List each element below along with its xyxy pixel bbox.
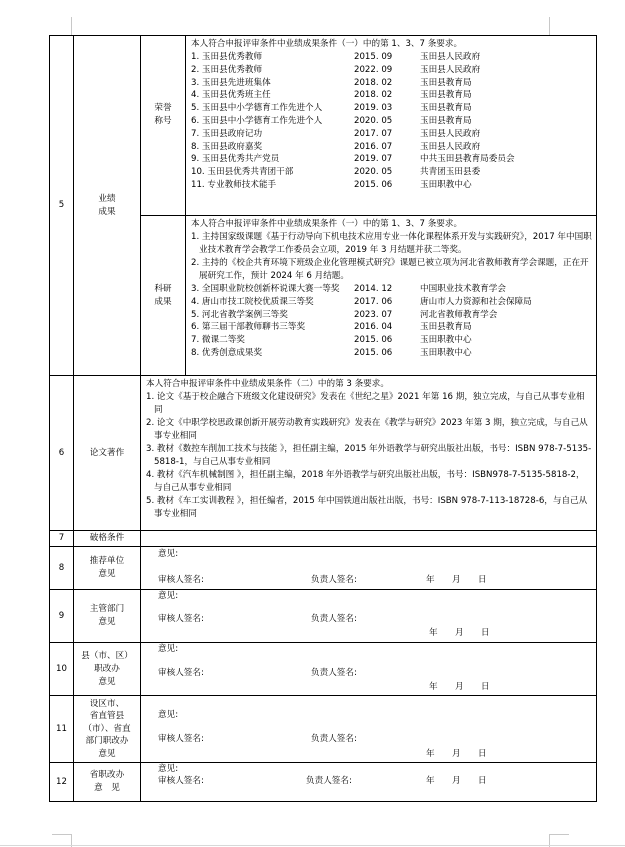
year-label: 年 — [426, 776, 435, 786]
honor-item-issuer: 玉田县教育局 — [420, 77, 472, 88]
month-label: 月 — [455, 682, 464, 692]
research-award-title: 6. 第三届干部教师聊书三等奖 — [191, 322, 306, 333]
honor-item-issuer: 玉田县人民政府 — [420, 64, 481, 75]
research-award — [191, 321, 592, 334]
opinion-cell — [141, 763, 597, 802]
item-label: 推荐单位 — [89, 556, 125, 566]
reviewer-signature-label[interactable]: 审核人签名: — [158, 668, 204, 678]
item-label: 主管部门 — [89, 604, 125, 614]
research-project: 2. 主持的《校企共育环境下班级企业化管理模式研究》课题已被立项为河北省教师教育学会课题，正在开展研究工作，预计 2024 年 6 月结题。 — [191, 258, 589, 281]
research-award — [191, 309, 592, 322]
research-award-issuer: 唐山市人力资源和社会保障局 — [420, 296, 532, 307]
research-award-title: 8. 优秀创意成果奖 — [191, 347, 263, 358]
opinion-cell — [141, 590, 597, 643]
row-9-supervising-dept — [50, 590, 597, 643]
crop-mark-top-left — [52, 17, 72, 36]
reviewer-signature-label[interactable]: 审核人签名: — [158, 776, 204, 786]
row-6-papers — [50, 376, 597, 531]
item-label: 业绩 — [98, 193, 116, 204]
item-supervising-dept — [74, 590, 141, 643]
research-award-date: 2023. 07 — [354, 309, 393, 320]
research-award-issuer: 玉田县教育局 — [420, 322, 472, 333]
row-number: 11 — [50, 696, 74, 763]
date-field[interactable] — [426, 574, 504, 587]
year-label: 年 — [426, 749, 435, 759]
research-award — [191, 334, 592, 347]
item-papers: 论文著作 — [74, 376, 141, 531]
honor-item-title: 1. 玉田县优秀教师 — [191, 52, 263, 62]
item-label: 意 见 — [94, 783, 120, 793]
item-achievements — [74, 36, 141, 376]
date-field[interactable] — [426, 748, 504, 761]
research-award — [191, 296, 592, 309]
day-label: 日 — [478, 575, 487, 585]
honor-item-date: 2015. 06 — [354, 179, 393, 190]
paper-item: 4. 教材《汽车机械制图 》，担任副主编，2018 年外语教学与研究出版社出版，书号：ISBN978-7-5135-5818-2，与自己从事专业相同 — [146, 470, 585, 493]
item-city-office — [74, 696, 141, 763]
reviewer-signature-label[interactable]: 审核人签名: — [158, 614, 204, 624]
honor-item-date: 2020. 05 — [354, 167, 393, 178]
opinion-label: 意见: — [158, 591, 179, 601]
honor-item-title: 6. 玉田县中小学德育工作先进个人 — [191, 115, 323, 126]
sub-item-label: 称号 — [154, 116, 172, 126]
item-county-office — [74, 643, 141, 696]
date-field[interactable] — [429, 681, 507, 694]
opinion-label: 意见: — [158, 710, 179, 720]
row-5-honors — [50, 36, 597, 216]
row-12-provincial-office — [50, 763, 597, 802]
research-award-issuer: 中国职业技术教育学会 — [420, 284, 506, 294]
research-award-title: 4. 唐山市技工院校优质课三等奖 — [191, 296, 314, 307]
research-award-date: 2015. 06 — [354, 335, 393, 346]
honor-item — [191, 102, 592, 115]
research-award-date: 2015. 06 — [354, 347, 393, 358]
honor-item-title: 3. 玉田县先进班集体 — [191, 77, 271, 88]
row-number: 10 — [50, 643, 74, 696]
honor-item-date: 2015. 09 — [354, 52, 393, 62]
honor-item-date: 2019. 03 — [354, 103, 393, 114]
item-label: 成果 — [98, 206, 116, 217]
sub-item-label: 荣誉 — [154, 103, 172, 113]
honor-item — [191, 141, 592, 154]
item-label: 意见 — [98, 617, 116, 627]
research-award-issuer: 河北省教师教育学会 — [420, 309, 498, 320]
row-11-city-office — [50, 696, 597, 763]
item-label: 部门职改办 — [85, 736, 129, 747]
honor-item-issuer: 玉田县教育局 — [420, 90, 472, 101]
item-label: 意见 — [98, 676, 116, 687]
research-intro: 本人符合申报评审条件中业绩成果条件（一）中的第 1、3、7 条要求。 — [191, 219, 463, 229]
row-number: 7 — [50, 531, 74, 547]
row-8-recommending-unit — [50, 547, 597, 590]
honor-item-date: 2019. 07 — [354, 154, 393, 165]
month-label: 月 — [452, 575, 461, 585]
honor-item-issuer: 中共玉田县教育局委员会 — [420, 154, 515, 165]
honor-item — [191, 51, 592, 64]
month-label: 月 — [455, 628, 464, 638]
day-label: 日 — [478, 749, 487, 759]
paper-item: 5. 教材《车工实训教程 》，担任编者，2015 年中国铁道出版社出版，书号：ISBN 978-7-113-18728-6，与自己从事专业相同 — [146, 496, 588, 519]
responsible-signature-label[interactable]: 负责人签名: — [311, 668, 357, 678]
sub-item-label: 科研 — [154, 283, 172, 294]
honor-item-title: 9. 玉田县优秀共产党员 — [191, 154, 280, 165]
item-recommending-unit — [74, 547, 141, 590]
responsible-signature-label[interactable]: 负责人签名: — [311, 614, 357, 624]
honor-item — [191, 64, 592, 77]
item-label: 省职改办 — [89, 770, 125, 780]
item-label: 设区市、 — [89, 698, 125, 709]
honor-item — [191, 179, 592, 192]
research-award-title: 5. 河北省教学案例三等奖 — [191, 309, 288, 320]
honor-item — [191, 115, 592, 128]
opinion-cell — [141, 643, 597, 696]
honor-item-title: 8. 玉田县政府嘉奖 — [191, 141, 263, 152]
honor-item-title: 7. 玉田县政府记功 — [191, 128, 263, 139]
month-label: 月 — [452, 776, 461, 786]
honor-item — [191, 153, 592, 166]
item-exception: 破格条件 — [74, 531, 141, 547]
papers-intro: 本人符合申报评审条件中业绩成果条件（二）中的第 3 条要求。 — [146, 379, 389, 389]
honor-item-title: 5. 玉田县中小学德育工作先进个人 — [191, 103, 323, 114]
sub-item-honors — [141, 36, 186, 216]
item-provincial-office — [74, 763, 141, 802]
responsible-signature-label[interactable]: 负责人签名: — [306, 776, 352, 786]
honor-item-date: 2017. 07 — [354, 128, 393, 139]
opinion-label: 意见: — [158, 549, 179, 559]
honor-item-issuer: 玉田县人民政府 — [420, 52, 481, 62]
honor-item — [191, 128, 592, 141]
day-label: 日 — [481, 628, 490, 638]
research-award-title: 3. 全国职业院校创新杯说课大赛一等奖 — [191, 284, 340, 294]
honor-item-date: 2018. 02 — [354, 77, 393, 88]
sub-item-label: 成果 — [154, 296, 172, 307]
honor-item — [191, 89, 592, 102]
honor-item-issuer: 玉田县人民政府 — [420, 141, 481, 152]
date-field[interactable] — [426, 775, 504, 788]
papers-content — [141, 376, 597, 531]
honors-intro: 本人符合申报评审条件中业绩成果条件（一）中的第 1、3、7 条要求。 — [191, 39, 463, 49]
row-number: 9 — [50, 590, 74, 643]
day-label: 日 — [478, 776, 487, 786]
honor-item-title: 11. 专业教师技术能手 — [191, 179, 277, 190]
item-label: 县（市、区） — [81, 650, 133, 661]
research-award-date: 2016. 04 — [354, 322, 393, 333]
row-7-exception — [50, 531, 597, 547]
honor-item — [191, 77, 592, 90]
year-label: 年 — [429, 628, 438, 638]
honor-item-date: 2020. 05 — [354, 115, 393, 126]
research-award — [191, 347, 592, 360]
year-label: 年 — [426, 575, 435, 585]
exception-content — [141, 531, 597, 547]
research-award-issuer: 玉田职教中心 — [420, 347, 472, 358]
honor-item-date: 2018. 02 — [354, 90, 393, 101]
item-label: 省直管县 — [89, 711, 125, 722]
row-10-county-office — [50, 643, 597, 696]
research-award-issuer: 玉田职教中心 — [420, 335, 472, 346]
research-award-date: 2014. 12 — [354, 284, 393, 294]
responsible-signature-label[interactable]: 负责人签名: — [311, 734, 357, 744]
honor-item-title: 2. 玉田县优秀教师 — [191, 64, 263, 75]
sub-item-research — [141, 216, 186, 376]
paper-item: 3. 教材《数控车削加工技术与技能 》，担任副主编，2015 年外语教学与研究出版社出版，书号：ISBN 978-7-5135-5818-1，与自己从事专业相同 — [146, 444, 592, 467]
honor-item-issuer: 玉田县教育局 — [420, 115, 472, 126]
reviewer-signature-label[interactable]: 审核人签名: — [158, 575, 204, 585]
paper-item: 1. 论文《基于校企融合下班级文化建设研究》发表在《世纪之星》2021 年第 16 期，独立完成，与自己从事专业相同 — [146, 392, 585, 415]
reviewer-signature-label[interactable]: 审核人签名: — [158, 734, 204, 744]
honor-item-date: 2022. 09 — [354, 64, 393, 75]
year-label: 年 — [429, 682, 438, 692]
honor-item — [191, 166, 592, 179]
date-field[interactable] — [429, 627, 507, 640]
honor-item-title: 10. 玉田县优秀共青团干部 — [191, 167, 294, 178]
honor-item-issuer: 玉田县教育局 — [420, 103, 472, 114]
application-form-table — [49, 35, 597, 802]
row-number: 5 — [50, 36, 74, 376]
honors-content — [186, 36, 597, 216]
item-label: 意见 — [98, 748, 116, 759]
research-award-title: 7. 微课二等奖 — [191, 335, 245, 346]
opinion-label: 意见: — [158, 764, 179, 774]
day-label: 日 — [481, 682, 490, 692]
honor-item-issuer: 共青团玉田县委 — [420, 167, 481, 178]
opinion-label: 意见: — [158, 644, 179, 654]
research-project: 1. 主持国家级课题《基于行动导向下机电技术应用专业一体化课程体系开发与实践研究》，2017 年中国职业技术教育学会教学工作委员会立项，2019 年 3 月结题并获二等奖。 — [191, 232, 592, 255]
row-number: 6 — [50, 376, 74, 531]
month-label: 月 — [452, 749, 461, 759]
item-label: 职改办 — [94, 663, 120, 674]
honor-item-title: 4. 玉田县优秀班主任 — [191, 90, 271, 101]
opinion-cell — [141, 696, 597, 763]
item-label: （市）、省直 — [83, 723, 131, 734]
responsible-signature-label[interactable]: 负责人签名: — [311, 575, 357, 585]
honor-item-date: 2016. 07 — [354, 141, 393, 152]
crop-mark-top-right — [549, 17, 569, 36]
paper-item: 2. 论文《中职学校思政课创新开展劳动教育实践研究》发表在《教学与研究》2023 年第 3 期，独立完成，与自己从事专业相同 — [146, 418, 588, 441]
research-award-date: 2017. 06 — [354, 296, 393, 307]
research-content — [186, 216, 597, 376]
opinion-cell — [141, 547, 597, 590]
research-award — [191, 283, 592, 296]
honor-item-issuer: 玉田县人民政府 — [420, 128, 481, 139]
honor-item-issuer: 玉田职教中心 — [420, 179, 472, 190]
row-number: 8 — [50, 547, 74, 590]
row-number: 12 — [50, 763, 74, 802]
item-label: 意见 — [98, 569, 116, 579]
